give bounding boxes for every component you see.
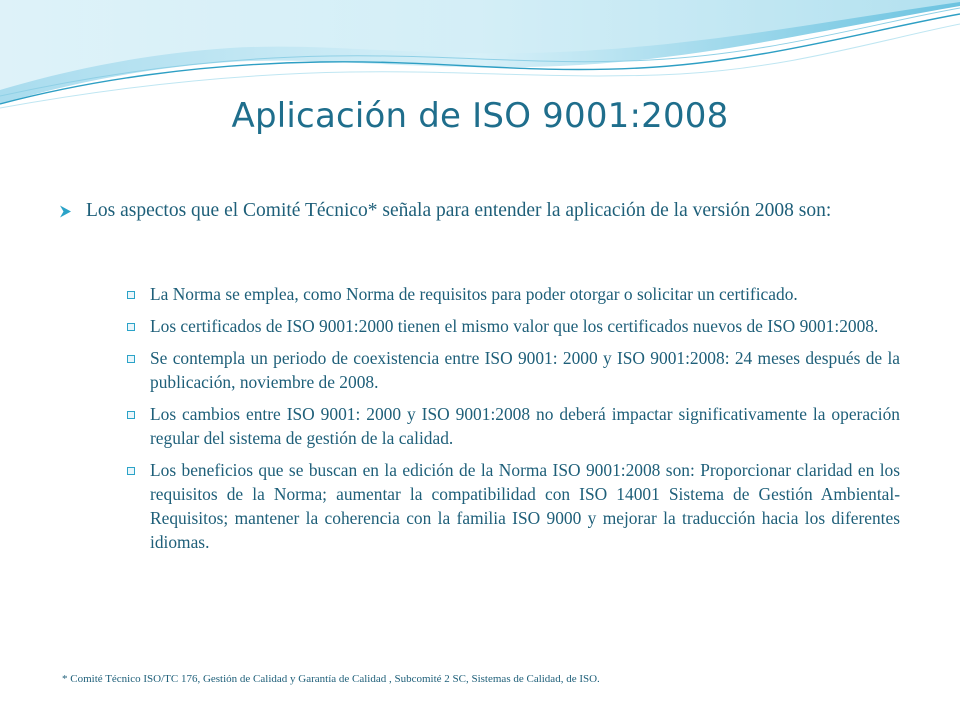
wave-header-decoration: [0, 0, 960, 110]
main-bullet-text: Los aspectos que el Comité Técnico* señala para entender la aplicación de la versión 2008 son:: [86, 200, 832, 221]
sub-bullet-text: Los cambios entre ISO 9001: 2000 y ISO 9001:2008 no deberá impactar significativamente la operación regular del sistema de gestión de la calidad.: [150, 404, 900, 448]
sub-bullet-text: La Norma se emplea, como Norma de requisitos para poder otorgar o solicitar un certificado.: [150, 284, 798, 304]
square-bullet-icon: [127, 355, 135, 363]
square-bullet-icon: [127, 291, 135, 299]
sub-bullet-text: Los beneficios que se buscan en la edición de la Norma ISO 9001:2008 son: Proporcionar claridad en los requisitos de la Norma; aumentar la compatibilidad con ISO 14001 Sistema de Gestión Ambiental- Requisitos; mantener la coherencia con la familia ISO 9000 y mejorar la traducción hacia los diferentes idiomas.: [150, 460, 900, 552]
main-bullet-point: [58, 198, 902, 224]
slide-title: Aplicación de ISO 9001:2008: [231, 96, 729, 136]
square-bullet-icon: [127, 323, 135, 331]
arrow-right-icon: [58, 204, 73, 219]
square-bullet-icon: [127, 411, 135, 419]
sub-bullet-item: [126, 458, 900, 554]
square-bullet-icon: [127, 467, 135, 475]
sub-bullet-text: Se contempla un periodo de coexistencia entre ISO 9001: 2000 y ISO 9001:2008: 24 meses después de la publicación, noviembre de 2008.: [150, 348, 900, 392]
sub-bullet-item: [126, 402, 900, 450]
sub-bullet-list: [126, 282, 900, 562]
footnote: * Comité Técnico ISO/TC 176, Gestión de Calidad y Garantía de Calidad , Subcomité 2 SC, Sistemas de Calidad, de ISO.: [62, 673, 600, 685]
sub-bullet-item: [126, 346, 900, 394]
sub-bullet-text: Los certificados de ISO 9001:2000 tienen el mismo valor que los certificados nuevos de ISO 9001:2008.: [150, 316, 879, 336]
sub-bullet-item: [126, 314, 900, 338]
sub-bullet-item: [126, 282, 900, 306]
